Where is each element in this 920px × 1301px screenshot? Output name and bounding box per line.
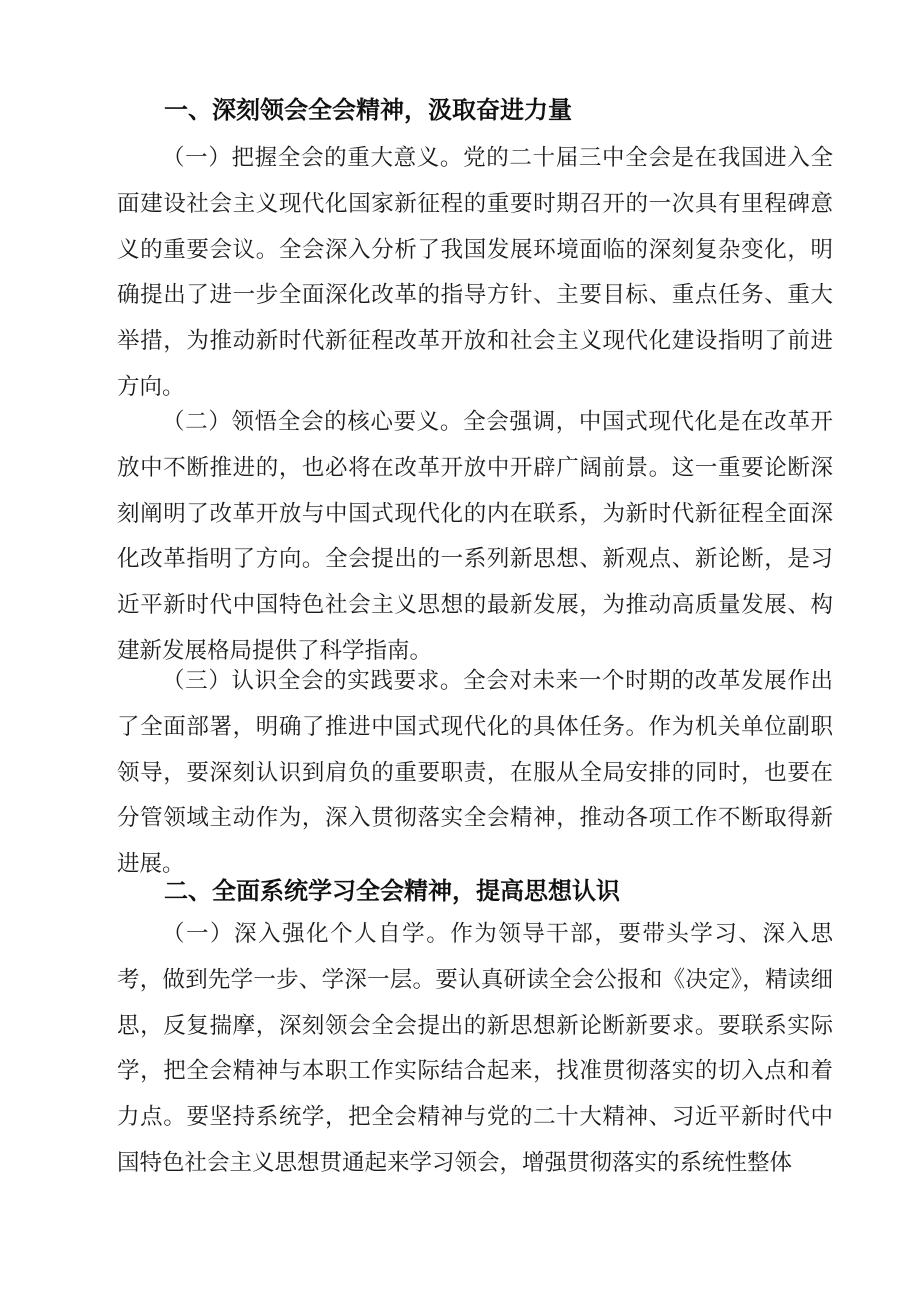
paragraph-core-essence: （二）领悟全会的核心要义。全会强调，中国式现代化是在改革开放中不断推进的，也必将在改革开放中开辟广阔前景。这一重要论断深刻阐明了改革开放与中国式现代化的内在联系，为新时代新征程全面深化改革指明了方向。全会提出的一系列新思想、新观点、新论断，是习近平新时代中国特色社会主义思想的最新发展，为推动高质量发展、构建新发展格局提供了科学指南。 bbox=[117, 409, 833, 664]
section-heading-2: 二、全面系统学习全会精神，提高思想认识 bbox=[164, 877, 620, 905]
section-heading-1: 一、深刻领会全会精神，汲取奋进力量 bbox=[164, 96, 572, 124]
paragraph-self-study: （一）深入强化个人自学。作为领导干部，要带头学习、深入思考，做到先学一步、学深一层。要认真研读全会公报和《决定》，精读细思，反复揣摩，深刻领会全会提出的新思想新论断新要求。要联系实际学，把全会精神与本职工作实际结合起来，找准贯彻落实的切入点和着力点。要坚持系统学，把全会精神与党的二十大精神、习近平新时代中国特色社会主义思想贯通起来学习领会，增强贯彻落实的系统性整体 bbox=[117, 921, 833, 1176]
paragraph-practice-requirements: （三）认识全会的实践要求。全会对未来一个时期的改革发展作出了全面部署，明确了推进中国式现代化的具体任务。作为机关单位副职领导，要深刻认识到肩负的重要职责，在服从全局安排的同时，也要在分管领域主动作为，深入贯彻落实全会精神，推动各项工作不断取得新进展。 bbox=[117, 668, 833, 878]
paragraph-significance: （一）把握全会的重大意义。党的二十届三中全会是在我国进入全面建设社会主义现代化国家新征程的重要时期召开的一次具有里程碑意义的重要会议。全会深入分析了我国发展环境面临的深刻复杂变化，明确提出了进一步全面深化改革的指导方针、主要目标、重点任务、重大举措，为推动新时代新征程改革开放和社会主义现代化建设指明了前进方向。 bbox=[117, 145, 833, 400]
